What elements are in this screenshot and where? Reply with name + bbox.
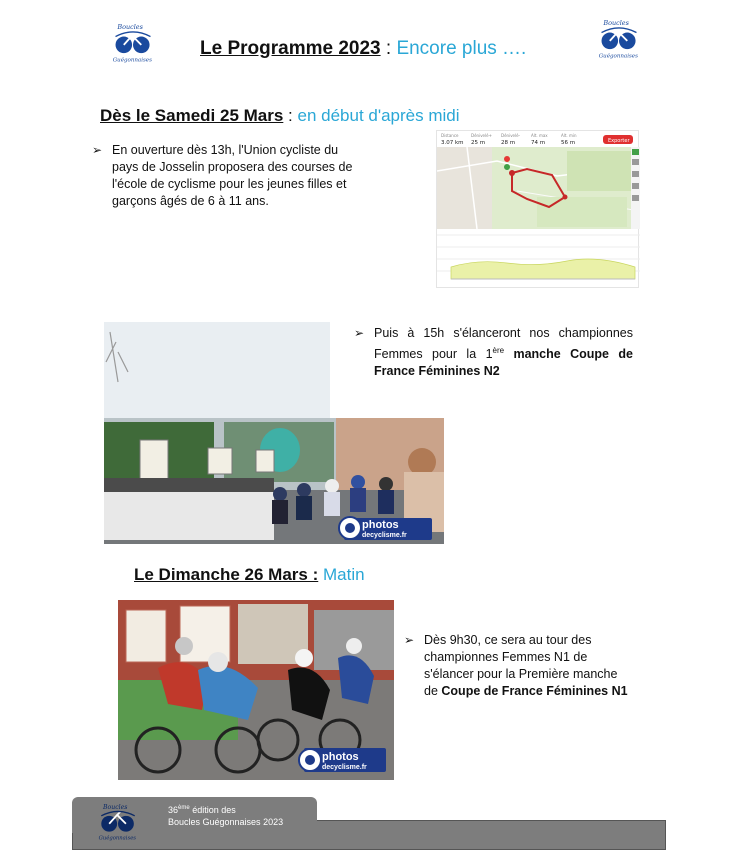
svg-text:decyclisme.fr: decyclisme.fr [322,764,367,771]
page-title: Le Programme 2023 : Encore plus …. [200,38,527,59]
map-stat-label: Alt. max [531,133,548,138]
sunday-women-n1-paragraph: ➢ Dès 9h30, ce sera au tour des championnes Femmes N1 de s'élancer pour la Première manche de Coupe de France Féminines N1 [404,633,628,698]
saturday-women-n2-paragraph: ➢ Puis à 15h s'élanceront nos championnes Femmes pour la 1ère manche Coupe de France Féminines N2 [354,326,633,379]
svg-text:Guégonnaises: Guégonnaises [98,835,137,842]
logo-top-right [596,16,642,62]
svg-text:decyclisme.fr: decyclisme.fr [362,532,407,539]
svg-text:Boucles: Boucles [603,19,629,28]
svg-text:Boucles: Boucles [103,803,128,811]
map-stat-label: Distance [441,133,459,138]
svg-text:Guégonnaises: Guégonnaises [112,57,152,64]
title-main: Le Programme 2023 [200,38,381,59]
map-stat-value: 25 m [471,140,486,146]
map-stat-label: Dénivelé- [501,133,521,138]
section-sunday-heading: Le Dimanche 26 Mars : Matin [134,565,365,584]
bullet-arrow-icon: ➢ [404,633,415,647]
svg-text:Boucles: Boucles [117,23,143,32]
bullet-arrow-icon: ➢ [354,326,365,340]
race-photo-women-n1 [118,600,394,780]
bullet-arrow-icon: ➢ [92,143,103,157]
map-stat-label: Alt. min [561,133,577,138]
map-stat-label: Dénivelé+ [471,133,492,138]
bicycle-logo-icon [110,20,156,66]
map-stat-value: 3.07 km [441,140,464,146]
svg-text:photos: photos [322,751,359,763]
map-stat-value: 56 m [561,140,576,146]
svg-text:photos: photos [362,519,399,531]
export-label: Exporter [608,138,630,144]
section-saturday-heading: Dès le Samedi 25 Mars : en début d'après midi [100,106,460,125]
logo-top-left [110,20,156,66]
footer-edition-text: 36ème édition des Boucles Guégonnaises 2023 [168,805,284,827]
title-subtitle: Encore plus …. [396,38,527,59]
logo-footer [96,800,140,844]
bicycle-logo-icon [596,16,642,62]
map-stat-value: 74 m [531,140,546,146]
saturday-paragraph: ➢ En ouverture dès 13h, l'Union cycliste du pays de Josselin proposera des courses de l'école de cyclisme pour les jeunes filles et garçons âgés de 6 à 11 ans. [92,143,353,208]
bicycle-logo-icon [96,800,140,844]
svg-text:Guégonnaises: Guégonnaises [598,53,638,60]
route-map-screenshot [436,130,639,288]
map-stat-value: 28 m [501,140,516,146]
